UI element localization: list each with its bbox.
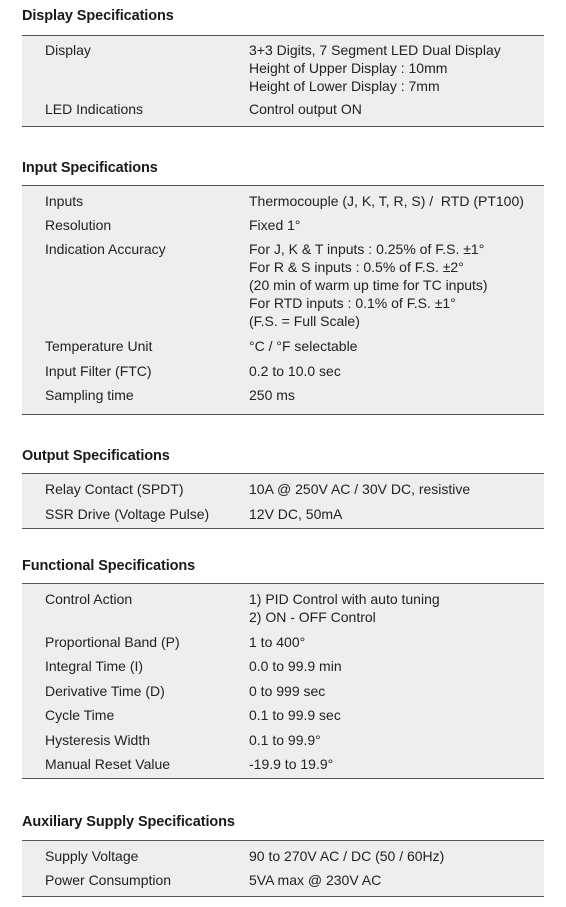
row-value: Thermocouple (J, K, T, R, S) / RTD (PT100) <box>249 193 524 209</box>
row-label: Proportional Band (P) <box>45 634 180 650</box>
row-value: For J, K & T inputs : 0.25% of F.S. ±1° For R & S inputs : 0.5% of F.S. ±2° (20 min of warm up time for TC inputs) For RTD inputs : 0.1% of F.S. ±1° (F.S. = Full Scale) <box>249 241 488 329</box>
spec-table <box>22 35 544 127</box>
row-label: Integral Time (I) <box>45 658 144 674</box>
row-value: -19.9 to 19.9° <box>249 756 334 772</box>
row-label: Hysteresis Width <box>45 732 151 748</box>
row-value: °C / °F selectable <box>249 338 358 354</box>
spec-table <box>22 185 544 415</box>
section-title: Display Specifications <box>22 8 174 24</box>
row-label: SSR Drive (Voltage Pulse) <box>45 506 210 522</box>
row-label: Control Action <box>45 591 133 607</box>
section-title: Auxiliary Supply Specifications <box>22 814 235 830</box>
row-value: 90 to 270V AC / DC (50 / 60Hz) <box>249 848 445 864</box>
row-label: Indication Accuracy <box>45 241 166 257</box>
row-label: LED Indications <box>45 101 144 117</box>
row-value: 0.1 to 99.9° <box>249 732 321 748</box>
row-label: Inputs <box>45 193 84 209</box>
row-value: Fixed 1° <box>249 217 301 233</box>
row-label: Temperature Unit <box>45 338 153 354</box>
spec-table <box>22 473 544 529</box>
row-label: Relay Contact (SPDT) <box>45 481 184 497</box>
row-label: Supply Voltage <box>45 848 139 864</box>
row-label: Power Consumption <box>45 872 172 888</box>
row-label: Sampling time <box>45 387 134 403</box>
row-value: 0.2 to 10.0 sec <box>249 363 341 379</box>
row-label: Resolution <box>45 217 112 233</box>
row-value: 12V DC, 50mA <box>249 506 343 522</box>
section-title: Functional Specifications <box>22 558 196 574</box>
spec-table <box>22 583 544 779</box>
row-value: 1) PID Control with auto tuning 2) ON - OFF Control <box>249 591 440 625</box>
row-value: 0.1 to 99.9 sec <box>249 707 341 723</box>
section-title: Input Specifications <box>22 160 158 176</box>
row-value: 0.0 to 99.9 min <box>249 658 342 674</box>
row-label: Cycle Time <box>45 707 115 723</box>
row-label: Manual Reset Value <box>45 756 171 772</box>
row-value: 10A @ 250V AC / 30V DC, resistive <box>249 481 471 497</box>
row-label: Derivative Time (D) <box>45 683 165 699</box>
row-value: 0 to 999 sec <box>249 683 326 699</box>
row-value: 3+3 Digits, 7 Segment LED Dual Display Height of Upper Display : 10mm Height of Lower Display : 7mm <box>249 42 501 94</box>
row-value: 1 to 400° <box>249 634 306 650</box>
spec-table <box>22 840 544 897</box>
row-value: 5VA max @ 230V AC <box>249 872 382 888</box>
row-label: Input Filter (FTC) <box>45 363 152 379</box>
row-value: Control output ON <box>249 101 362 117</box>
row-value: 250 ms <box>249 387 295 403</box>
row-label: Display <box>45 42 91 58</box>
section-title: Output Specifications <box>22 448 170 464</box>
